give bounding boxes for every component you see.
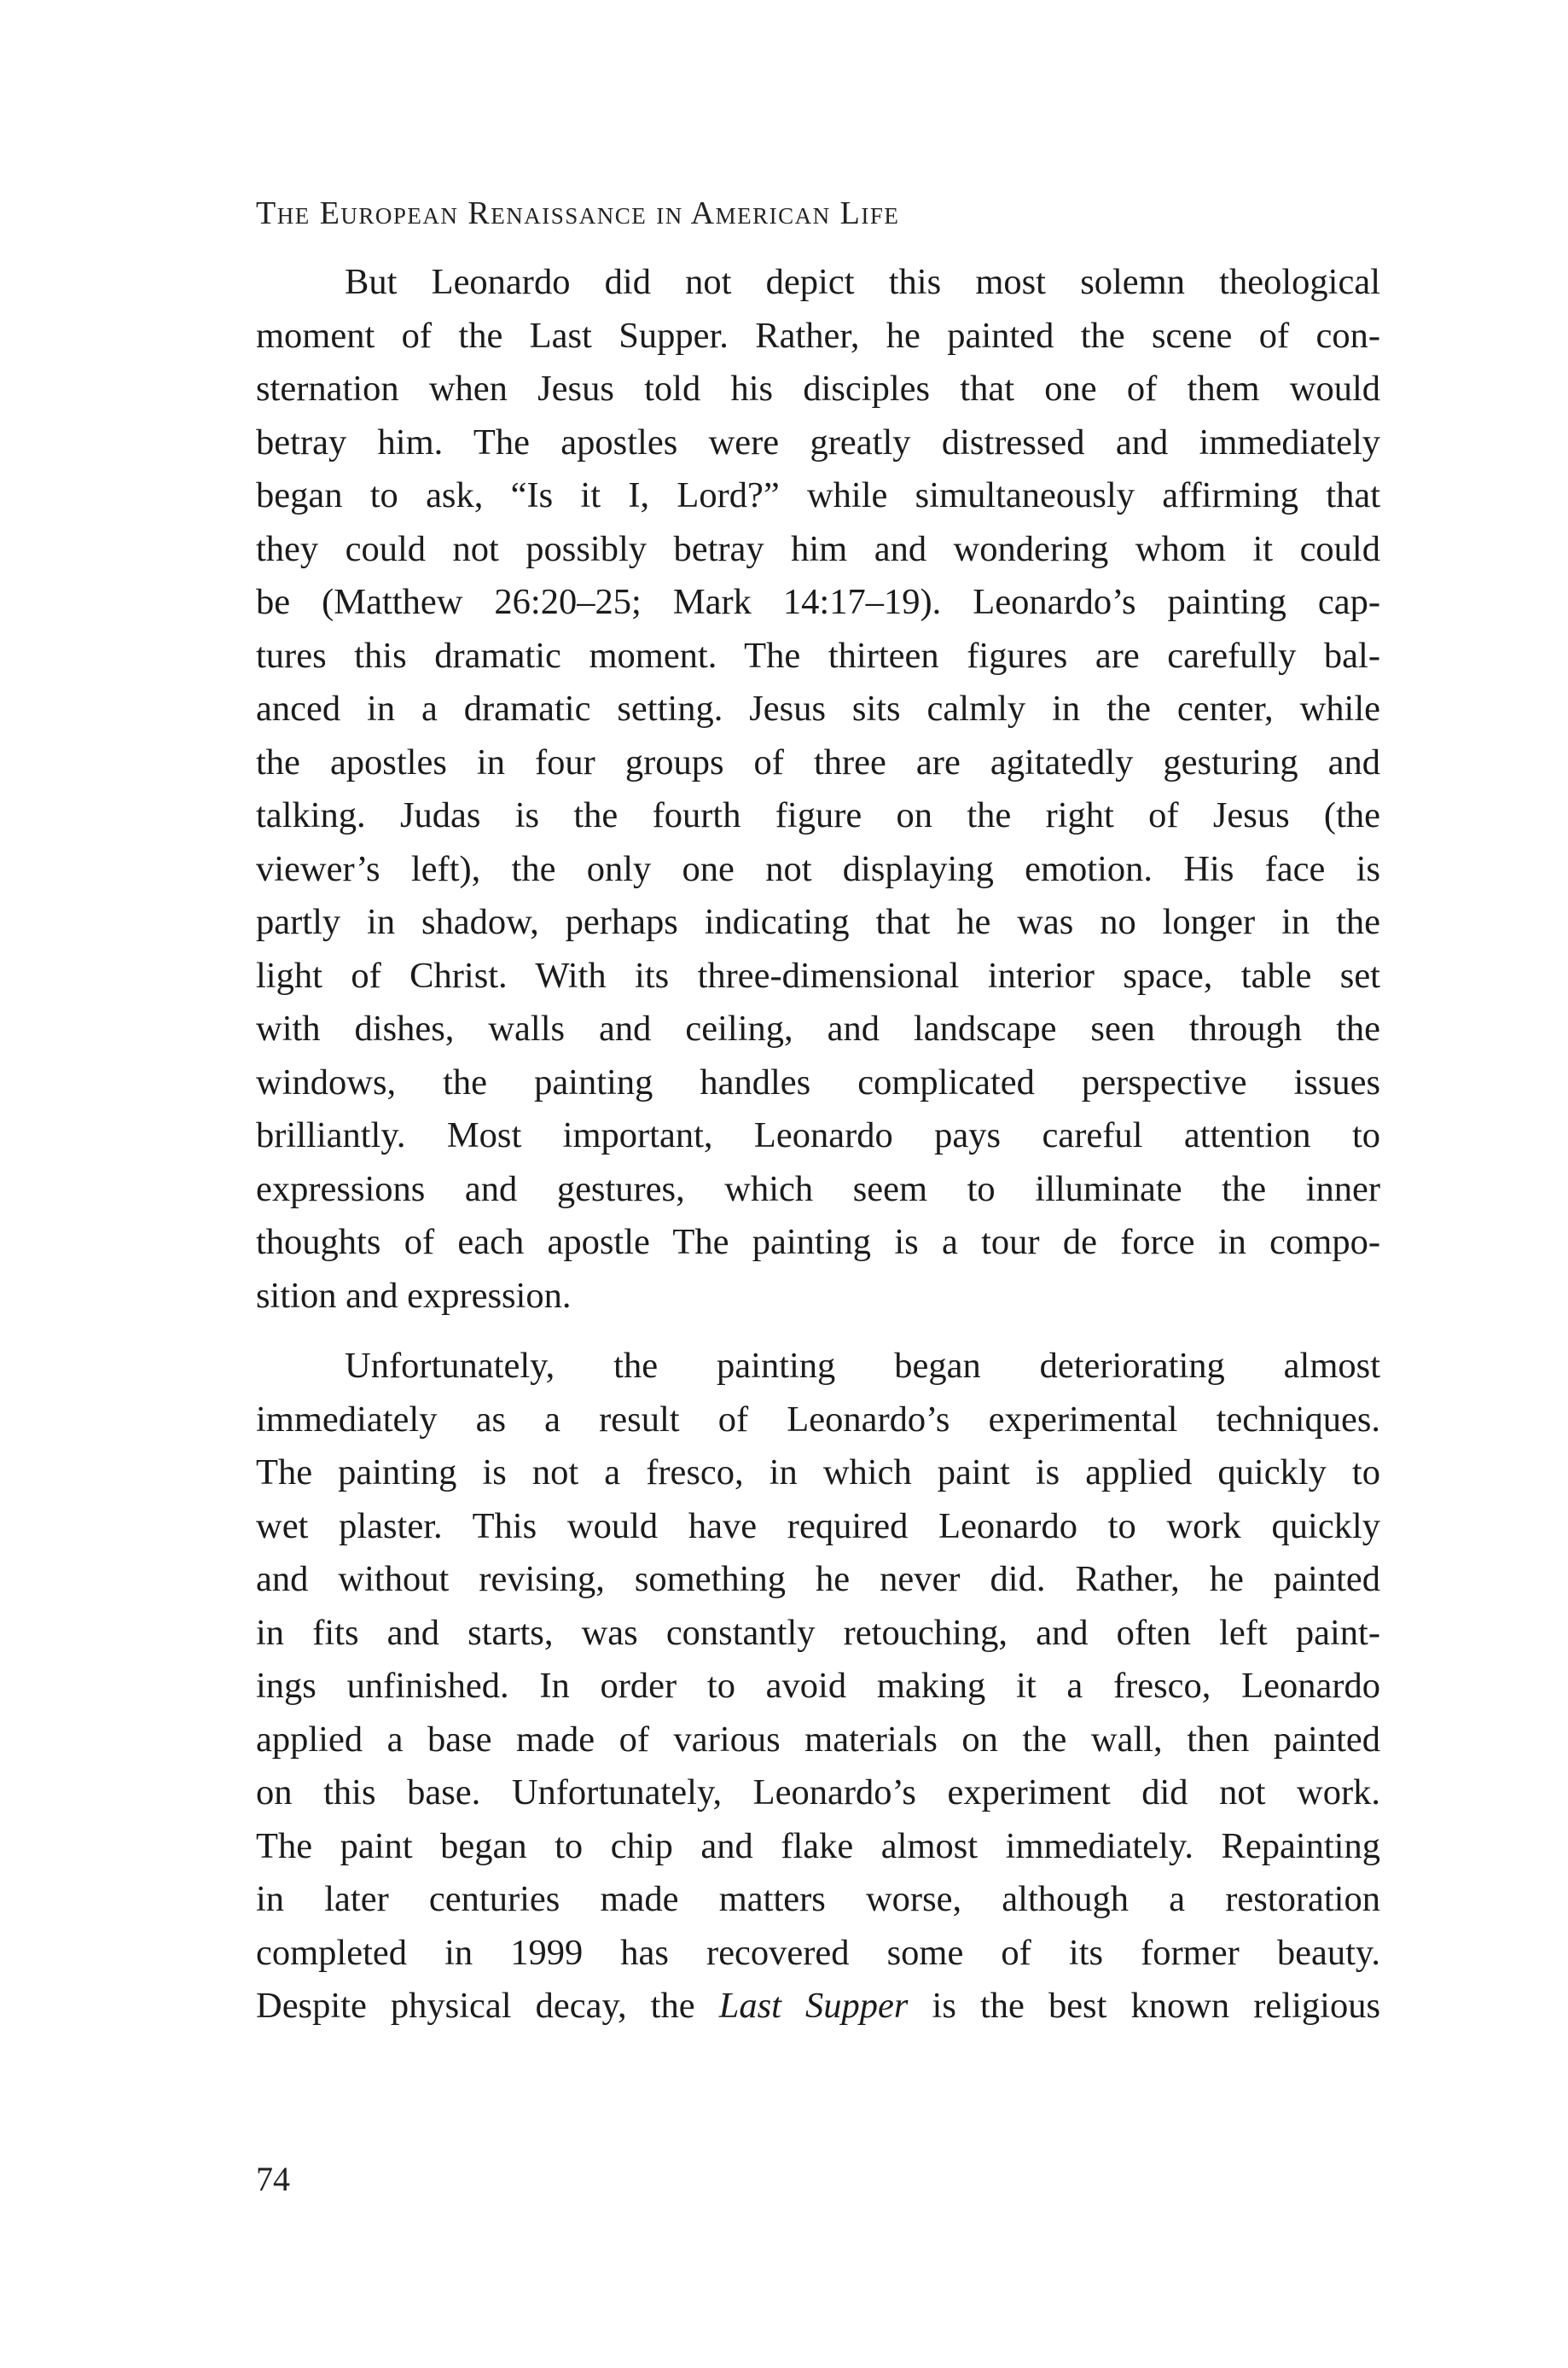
text-line: windows, the painting handles complicated perspective issues (256, 1062, 1380, 1103)
text-segment: Despite physical decay, the (256, 1986, 719, 2026)
text-line: Unfortunately, the painting began deteriorating almost (345, 1346, 1380, 1386)
text-segment: is the best known religious (908, 1986, 1381, 2026)
text-line: and without revising, something he never did. Rather, he painted (256, 1559, 1380, 1599)
text-line: tures this dramatic moment. The thirteen figures are carefully bal- (256, 635, 1380, 676)
text-line: the apostles in four groups of three are agitatedly gesturing and (256, 742, 1380, 783)
text-line: partly in shadow, perhaps indicating that he was no longer in the (256, 902, 1380, 942)
text-line-final (256, 1980, 1380, 2033)
text-line: on this base. Unfortunately, Leonardo’s experiment did not work. (256, 1772, 1380, 1812)
text-line: talking. Judas is the fourth figure on the right of Jesus (the (256, 795, 1380, 835)
paragraph-2 (256, 1340, 1380, 2033)
text-line: thoughts of each apostle The painting is a tour de force in compo- (256, 1222, 1380, 1262)
text-line: in later centuries made matters worse, although a restoration (256, 1879, 1380, 1919)
text-line: wet plaster. This would have required Leonardo to work quickly (256, 1505, 1380, 1546)
text-line: began to ask, “Is it I, Lord?” while simultaneously affirming that (256, 475, 1380, 515)
text-line: The painting is not a fresco, in which paint is applied quickly to (256, 1452, 1380, 1492)
text-line: completed in 1999 has recovered some of its former beauty. (256, 1932, 1380, 1973)
text-line: betray him. The apostles were greatly distressed and immediately (256, 422, 1380, 463)
running-head: The European Renaissance in American Life (256, 195, 900, 231)
text-line: The paint began to chip and flake almost immediately. Repainting (256, 1825, 1380, 1866)
text-line: in fits and starts, was constantly retouching, and often left paint- (256, 1612, 1380, 1653)
text-line: with dishes, walls and ceiling, and landscape seen through the (256, 1009, 1380, 1049)
text-line: sternation when Jesus told his disciples that one of them would (256, 369, 1380, 409)
text-line: ings unfinished. In order to avoid making it a fresco, Leonardo (256, 1666, 1380, 1706)
text-line: viewer’s left), the only one not displaying emotion. His face is (256, 848, 1380, 889)
book-title-italic: Last Supper (718, 1986, 909, 2026)
text-line: brilliantly. Most important, Leonardo pays careful attention to (256, 1115, 1380, 1155)
text-line: they could not possibly betray him and wondering whom it could (256, 528, 1380, 569)
text-line: anced in a dramatic setting. Jesus sits calmly in the center, while (256, 689, 1380, 729)
page-number: 74 (256, 2160, 290, 2198)
text-line: be (Matthew 26:20–25; Mark 14:17–19). Leonardo’s painting cap- (256, 582, 1380, 622)
text-line: immediately as a result of Leonardo’s experimental techniques. (256, 1399, 1380, 1440)
text-line: moment of the Last Supper. Rather, he painted the scene of con- (256, 315, 1380, 356)
text-line: expressions and gestures, which seem to illuminate the inner (256, 1168, 1380, 1209)
body-text (256, 256, 1380, 2033)
paragraph-1 (256, 256, 1380, 1323)
text-line: sition and expression. (256, 1275, 572, 1316)
text-line: applied a base made of various materials on the wall, then painted (256, 1719, 1380, 1760)
text-line: But Leonardo did not depict this most solemn theological (345, 262, 1380, 302)
text-line: light of Christ. With its three-dimensional interior space, table set (256, 955, 1380, 996)
